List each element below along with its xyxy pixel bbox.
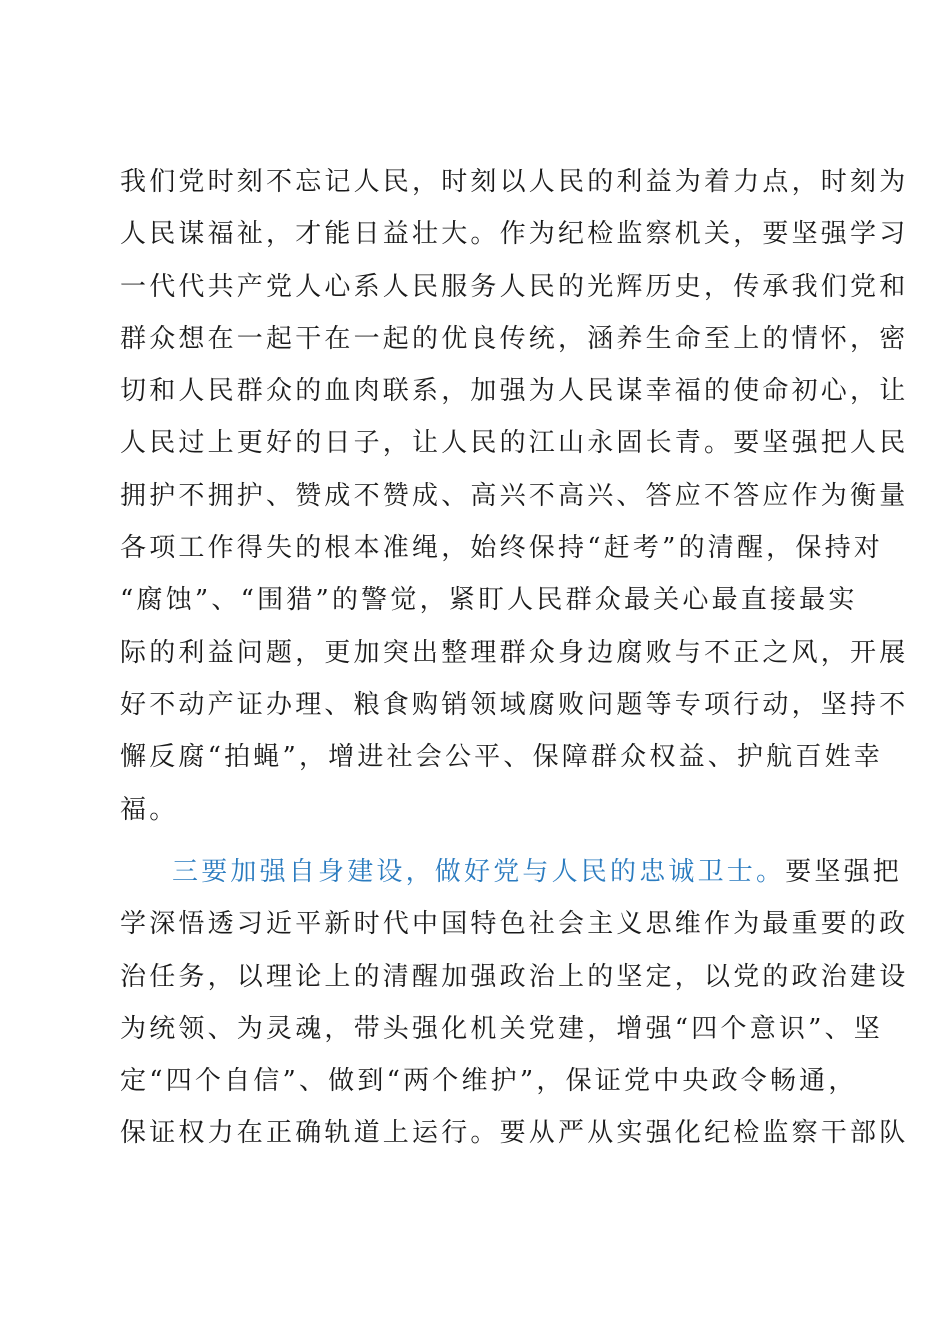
paragraph-first-line — [120, 846, 903, 898]
paragraph-line: 切和人民群众的血肉联系，加强为人民谋幸福的使命初心，让 — [120, 376, 909, 407]
paragraph-line: 拥护不拥护、赞成不赞成、高兴不高兴、答应不答应作为衡量 — [120, 480, 909, 511]
paragraph-line: 一代代共产党人心系人民服务人民的光辉历史，传承我们党和 — [120, 271, 909, 302]
paragraph-line: 群众想在一起干在一起的优良传统，涵养生命至上的情怀，密 — [120, 323, 909, 354]
paragraph-line: 好不动产证办理、粮食购销领域腐败问题等专项行动，坚持不 — [120, 689, 909, 720]
paragraph-line-rest: 要坚强把 — [785, 857, 903, 887]
paragraph-line: 际的利益问题，更加突出整理群众身边腐败与不正之风，开展 — [120, 637, 909, 668]
paragraph-line: 我们党时刻不忘记人民，时刻以人民的利益为着力点，时刻为 — [120, 167, 909, 197]
paragraph-2 — [120, 846, 909, 1160]
paragraph-line: 为统领、为灵魂，带头强化机关党建，增强“四个意识”、坚 — [120, 1013, 883, 1044]
paragraph-line: 懈反腐“拍蝇”，增进社会公平、保障群众权益、护航百姓幸 — [120, 742, 883, 773]
section-heading: 三要加强自身建设，做好党与人民的忠诚卫士。 — [172, 857, 786, 887]
paragraph-line: “腐蚀”、“围猎”的警觉，紧盯人民群众最关心最直接最实 — [120, 585, 858, 616]
paragraph-line: 保证权力在正确轨道上运行。要从严从实强化纪检监察干部队 — [120, 1118, 909, 1149]
paragraph-line: 学深悟透习近平新时代中国特色社会主义思维作为最重要的政 — [120, 909, 909, 940]
paragraph-line: 福。 — [120, 794, 179, 825]
paragraph-line: 治任务，以理论上的清醒加强政治上的坚定，以党的政治建设 — [120, 961, 909, 992]
paragraph-line: 人民过上更好的日子，让人民的江山永固长青。要坚强把人民 — [120, 428, 909, 459]
paragraph-line: 各项工作得失的根本准绳，始终保持“赶考”的清醒，保持对 — [120, 533, 883, 564]
paragraph-1 — [120, 156, 909, 836]
paragraph-line: 人民谋福祉，才能日益壮大。作为纪检监察机关，要坚强学习 — [120, 219, 909, 250]
paragraph-line: 定“四个自信”、做到“两个维护”，保证党中央政令畅通， — [120, 1066, 858, 1097]
